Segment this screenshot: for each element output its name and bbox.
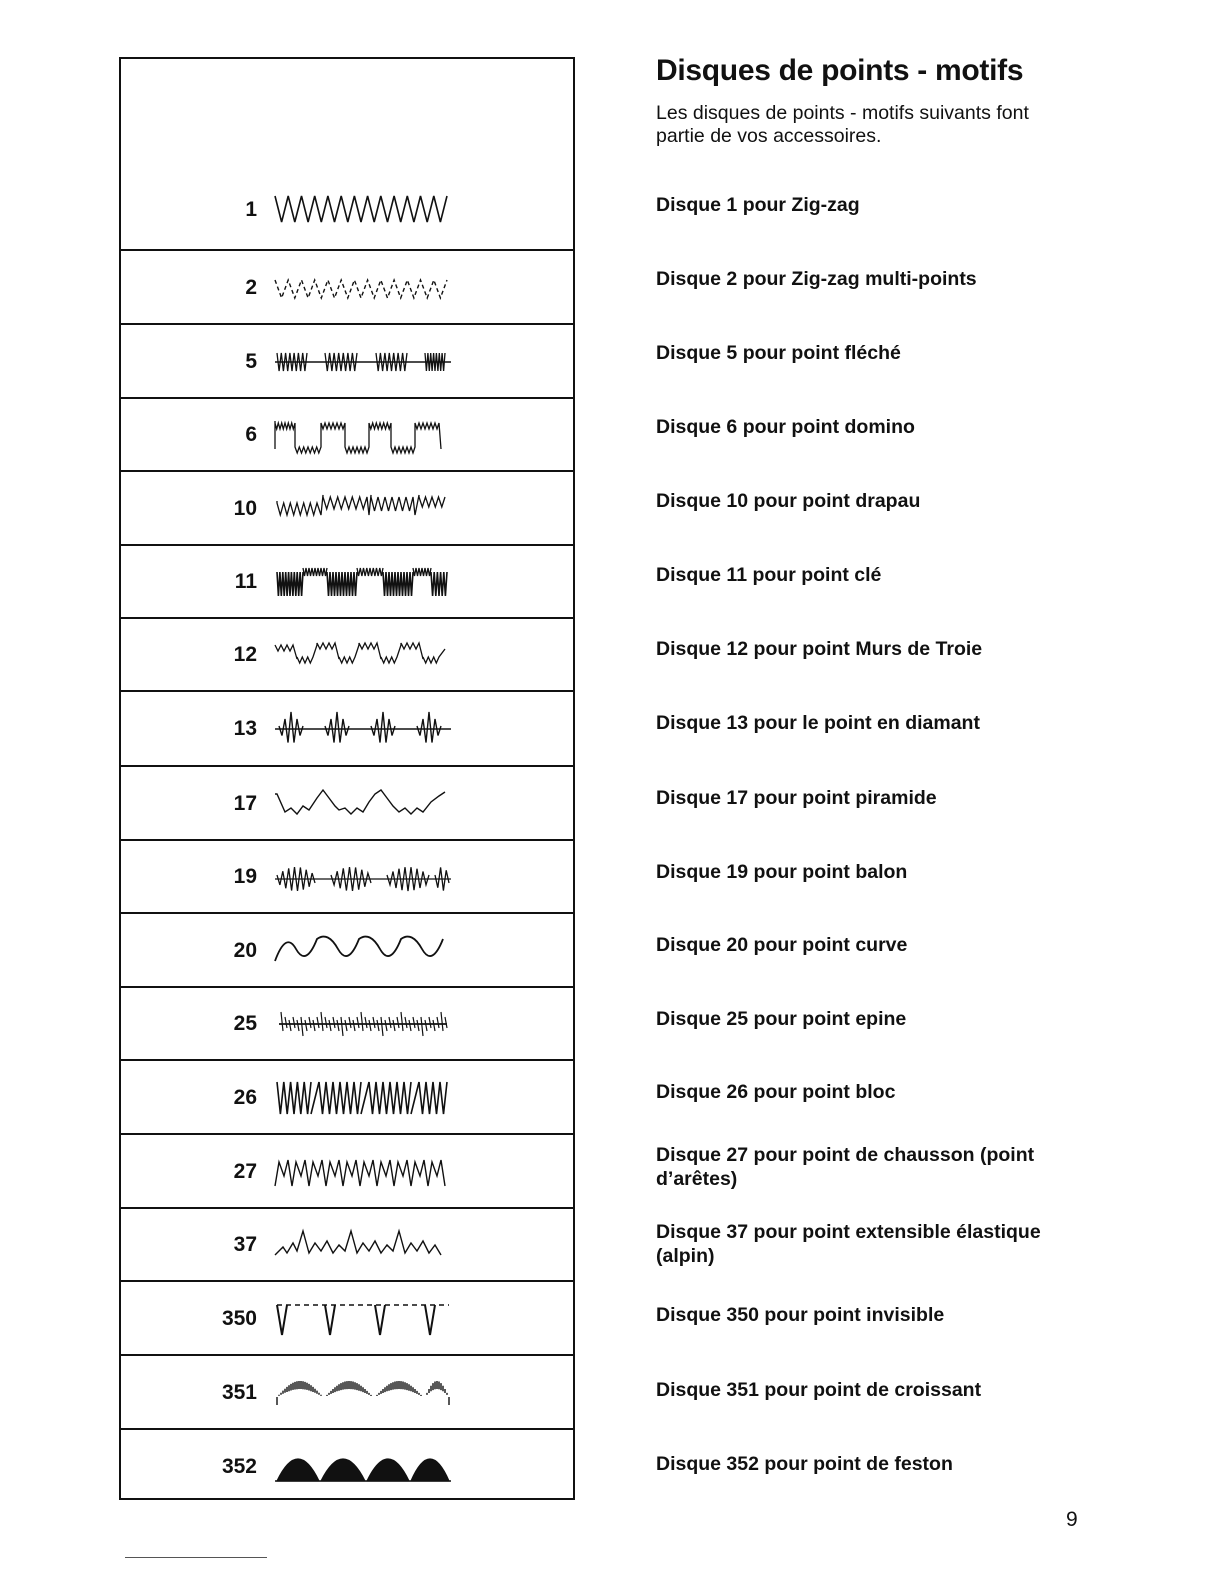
disc-number: 27 [233,1160,257,1183]
disc-description: Disque 17 pour point piramide [656,787,937,809]
diamond-stitch-icon [273,709,453,749]
feather-stitch-icon [273,1152,453,1192]
disc-description: Disque 37 pour point extensible élastique (alpin) [656,1221,1041,1267]
stitch-row-26 [121,1059,573,1133]
stitch-row-2 [121,249,573,323]
multi-step-zigzag-icon [273,268,453,308]
disc-number: 6 [245,423,257,446]
disc-description: Disque 19 pour point balon [656,861,908,883]
page-title: Disques de points - motifs [656,54,1024,87]
stitch-row-10 [121,470,573,544]
disc-number: 12 [233,643,257,666]
zigzag-icon [273,190,453,230]
stitch-row-25 [121,986,573,1059]
stitch-row-350 [121,1280,573,1354]
disc-description: Disque 1 pour Zig-zag [656,194,860,216]
disc-number: 19 [233,865,257,888]
walls-of-troy-stitch-icon [273,635,453,675]
thorn-stitch-icon [273,1004,453,1044]
disc-description: Disque 10 pour point drapau [656,490,921,512]
footer-rule [125,1557,267,1558]
disc-description: Disque 20 pour point curve [656,934,908,956]
disc-number: 10 [233,497,257,520]
disc-description: Disque 11 pour point clé [656,564,882,586]
stitch-row-352 [121,1428,573,1498]
disc-description: Disque 351 pour point de croissant [656,1379,982,1401]
page-number: 9 [1066,1508,1078,1531]
disc-description: Disque 27 pour point de chausson (point d’arêtes) [656,1144,1035,1190]
stitch-row-11 [121,544,573,617]
stitch-row-1 [121,59,573,249]
stitch-row-20 [121,912,573,986]
disc-number: 26 [233,1086,257,1109]
stitch-row-27 [121,1133,573,1207]
disc-number: 17 [233,792,257,815]
stitch-row-37 [121,1207,573,1280]
disc-description: Disque 25 pour point epine [656,1008,907,1030]
stitch-row-17 [121,765,573,839]
stitch-row-351 [121,1354,573,1428]
disc-description: Disque 350 pour point invisible [656,1304,945,1326]
disc-number: 1 [245,198,257,221]
intro-text: Les disques de points - motifs suivants font partie de vos accessoires. [656,102,1029,147]
disc-description: Disque 2 pour Zig-zag multi-points [656,268,977,290]
stretch-stitch-icon [273,1225,453,1265]
stitch-row-5 [121,323,573,397]
disc-number: 11 [234,570,257,593]
disc-description: Disque 352 pour point de feston [656,1453,953,1475]
stitch-row-19 [121,839,573,912]
disc-number: 2 [245,276,257,299]
disc-number: 13 [233,717,257,740]
disc-number: 352 [221,1455,257,1478]
stitch-pattern-table [119,57,575,1500]
disc-description: Disque 12 pour point Murs de Troie [656,638,983,660]
domino-stitch-icon [273,415,453,455]
pyramid-stitch-icon [273,784,453,824]
disc-number: 350 [221,1307,257,1330]
disc-description: Disque 5 pour point fléché [656,342,901,364]
disc-number: 25 [233,1012,257,1035]
crescent-stitch-icon [273,1373,453,1413]
curve-stitch-icon [273,931,453,971]
stitch-row-6 [121,397,573,470]
blind-stitch-icon [273,1299,453,1339]
stitch-row-12 [121,617,573,690]
balloon-stitch-icon [273,857,453,897]
stitch-row-13 [121,690,573,765]
disc-number: 5 [245,350,257,373]
disc-number: 20 [233,939,257,962]
flag-stitch-icon [273,489,453,529]
disc-description: Disque 6 pour point domino [656,416,915,438]
key-stitch-icon [273,562,453,602]
arrow-stitch-icon [273,342,453,382]
scallop-stitch-icon [273,1447,453,1487]
disc-description: Disque 13 pour le point en diamant [656,712,980,734]
disc-number: 37 [233,1233,257,1256]
block-stitch-icon [273,1078,453,1118]
disc-description: Disque 26 pour point bloc [656,1081,896,1103]
disc-number: 351 [221,1381,257,1404]
